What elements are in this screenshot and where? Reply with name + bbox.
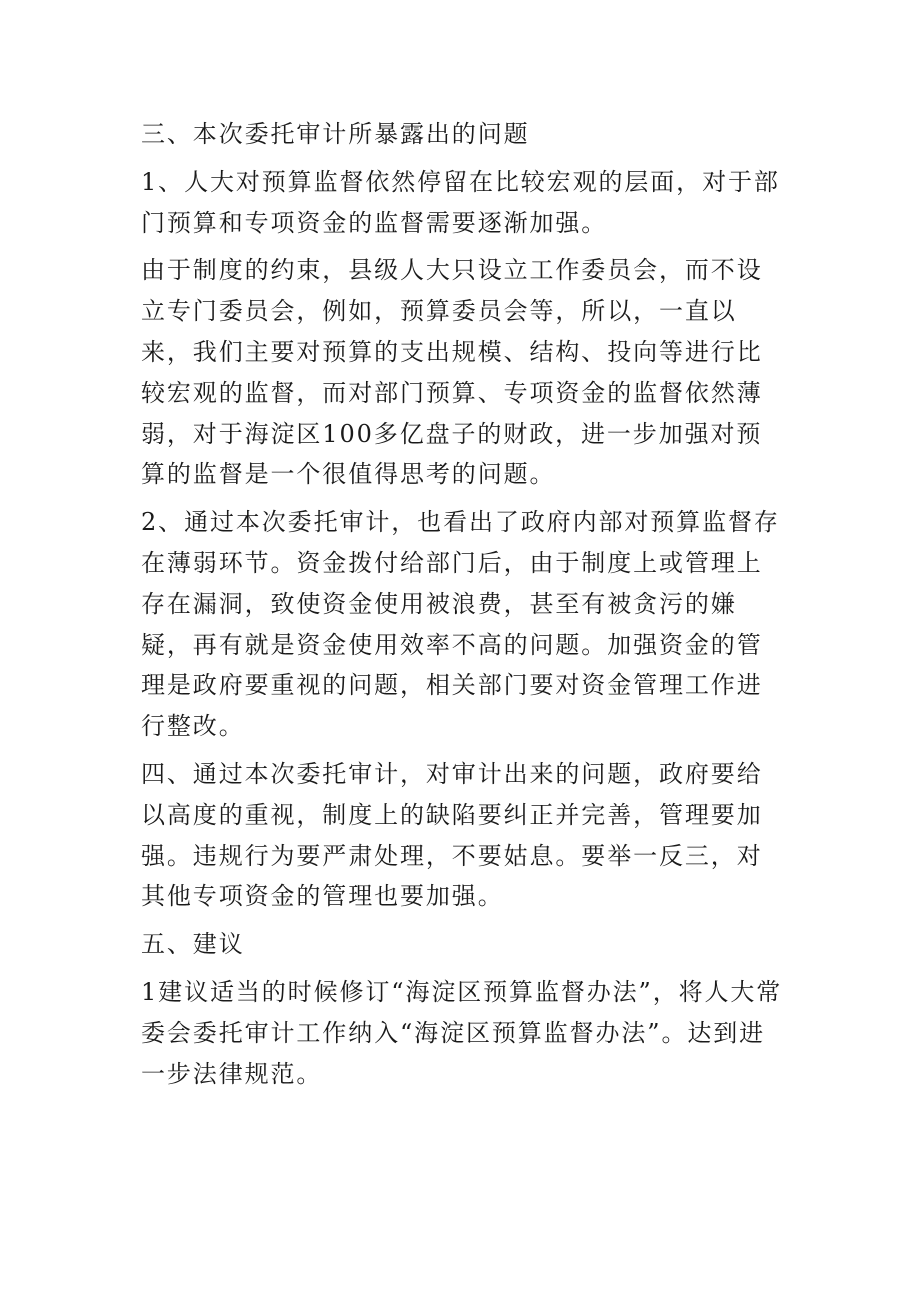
paragraph-body-1: 由于制度的约束，县级人大只设立工作委员会，而不设立专门委员会，例如，预算委员会等，所以，一直以来，我们主要对预算的支出规模、结构、投向等进行比较宏观的监督，而对部门预算、专项资金的监督依然薄弱，对于海淀区100多亿盘子的财政，进一步加强对预算的监督是一个很值得思考的问题。	[141, 256, 763, 489]
section-heading-5: 五、建议	[141, 930, 245, 959]
section-heading-3: 三、本次委托审计所暴露出的问题	[141, 120, 530, 148]
section-paragraph-4: 四、通过本次委托审计，对审计出来的问题，政府要给以高度的重视，制度上的缺陷要纠正并完善，管理要加强。违规行为要严肃处理，不要姑息。要举一反三，对其他专项资金的管理也要加强。	[141, 759, 763, 911]
paragraph-item-1: 1、人大对预算监督依然停留在比较宏观的层面，对于部门预算和专项资金的监督需要逐渐加强。	[141, 167, 780, 237]
paragraph-item-2: 2、通过本次委托审计，也看出了政府内部对预算监督存在薄弱环节。资金拨付给部门后，由于制度上或管理上存在漏洞，致使资金使用被浪费，甚至有被贪污的嫌疑，再有就是资金使用效率不高的问题。加强资金的管理是政府要重视的问题，相关部门要对资金管理工作进行整改。	[141, 508, 780, 741]
suggestion-item-1: 1建议适当的时候修订“海淀区预算监督办法”，将人大常委会委托审计工作纳入“海淀区预算监督办法”。达到进一步法律规范。	[141, 977, 783, 1088]
document-body	[141, 114, 786, 1101]
